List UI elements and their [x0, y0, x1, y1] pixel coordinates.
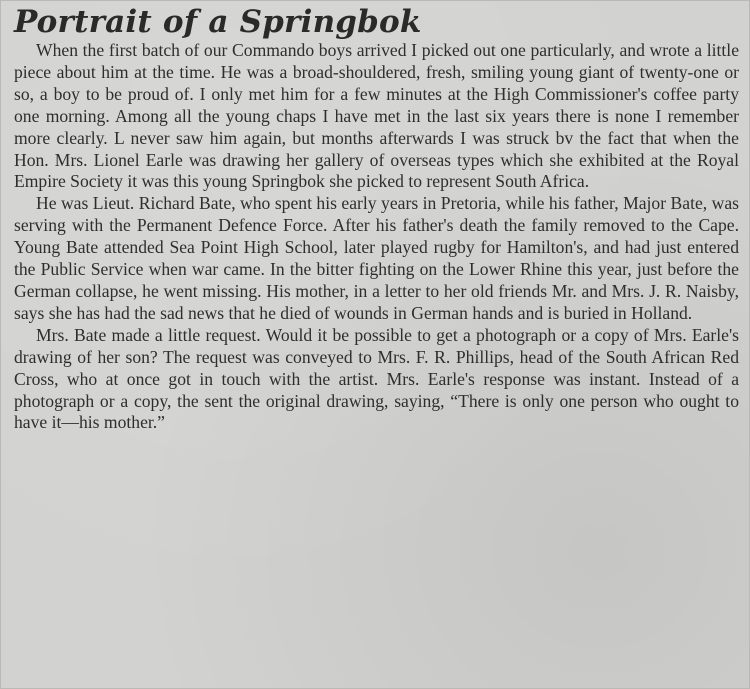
- article-paragraph-1: When the first batch of our Commando boys arrived I picked out one particularly, and wrote a little piece about him at the time. He was a broad-shouldered, fresh, smiling young giant of twenty-one or so, a boy to be proud of. I only met him for a few minutes at the High Commissioner's coffee party one morning. Among all the young chaps I have met in the last six years there is none I remember more clearly. L never saw him again, but months afterwards I was struck bv the fact that when the Hon. Mrs. Lionel Earle was drawing her gallery of overseas types which she exhibited at the Royal Empire Society it was this young Springbok she picked to represent South Africa.: [14, 40, 739, 192]
- article-title: Portrait of a Springbok: [14, 4, 422, 40]
- article-body: [14, 40, 739, 434]
- article-paragraph-3: Mrs. Bate made a little request. Would it be possible to get a photograph or a copy of Mrs. Earle's drawing of her son? The request was conveyed to Mrs. F. R. Phillips, head of the South African Red Cross, who at once got in touch with the artist. Mrs. Earle's response was instant. Instead of a photograph or a copy, the sent the original drawing, saying, “There is only one person who ought to have it—his mother.”: [14, 324, 739, 433]
- article-paragraph-2: He was Lieut. Richard Bate, who spent his early years in Pretoria, while his father, Major Bate, was serving with the Permanent Defence Force. After his father's death the family removed to the Cape. Young Bate attended Sea Point High School, later played rugby for Hamilton's, and had just entered the Public Service when war came. In the bitter fighting on the Lower Rhine this year, just before the German collapse, he went missing. His mother, in a letter to her old friends Mr. and Mrs. J. R. Naisby, says she has had the sad news that he died of wounds in German hands and is buried in Holland.: [14, 193, 739, 323]
